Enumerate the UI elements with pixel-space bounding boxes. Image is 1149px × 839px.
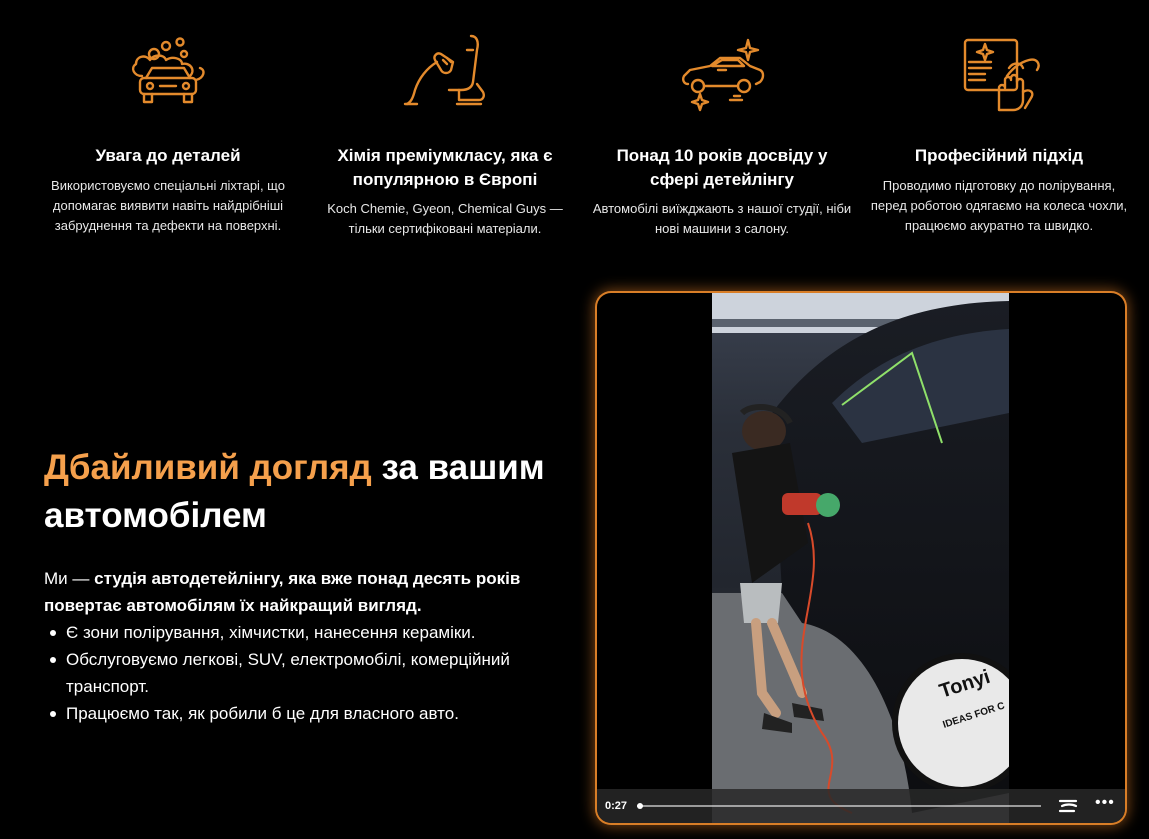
sparkling-car-icon	[674, 28, 770, 120]
feature-text: Koch Chemie, Gyeon, Chemical Guys — тільки сертифіковані матеріали.	[327, 201, 563, 236]
video-controls	[597, 789, 1125, 823]
tire-slogan-text: IDEAS FOR C	[941, 700, 1007, 731]
video-still-image	[712, 293, 1009, 823]
video-progress-bar[interactable]	[637, 805, 1041, 807]
about-heading-accent: Дбайливий догляд	[44, 448, 372, 487]
list-item: Працюємо так, як робили б це для власного авто.	[44, 700, 574, 727]
hand-polish-icon	[951, 28, 1047, 120]
about-heading	[44, 444, 574, 540]
vacuum-seat-icon	[397, 28, 493, 120]
car-wash-foam-icon	[120, 28, 216, 120]
list-item: Обслуговуємо легкові, SUV, електромобілі, комерційний транспорт.	[44, 646, 574, 700]
about-intro-bold: студія автодетейлінгу, яка вже понад десять років повертає автомобілям їх найкращий вигляд.	[44, 569, 521, 615]
tire-brand-text: Tonyi	[936, 665, 993, 703]
video-player[interactable]	[597, 293, 1125, 823]
feature-text: Використовуємо спеціальні ліхтарі, що допомагає виявити навіть найдрібніші забруднення та дефекти на поверхні.	[51, 178, 285, 233]
feature-title: Хімія преміумкласу, яка є популярною в Європі	[337, 146, 553, 189]
features-section	[0, 0, 1149, 280]
about-heading-rest: за вашим автомобілем	[44, 448, 545, 535]
about-intro-plain: Ми —	[44, 569, 95, 588]
feature-text: Проводимо підготовку до полірування, перед роботою одягаємо на колеса чохли, працюємо акуратно та швидко.	[870, 178, 1128, 233]
video-progress-knob[interactable]	[637, 803, 643, 809]
feature-title: Понад 10 років досвіду у сфері детейлінгу	[616, 146, 828, 189]
video-time: 0:27	[605, 800, 628, 812]
about-bullets	[44, 619, 574, 727]
feature-text: Автомобілі виїжджають з нашої студії, ніби нові машини з салону.	[592, 201, 852, 236]
about-section	[44, 444, 574, 727]
more-options-icon[interactable]: •••	[1095, 794, 1115, 811]
about-intro	[44, 565, 574, 619]
video-frame[interactable]	[712, 293, 1009, 823]
feature-title: Професійний підхід	[914, 146, 1084, 165]
list-item: Є зони полірування, хімчистки, нанесення кераміки.	[44, 619, 574, 646]
feature-title: Увага до деталей	[95, 146, 241, 165]
vimeo-logo-icon[interactable]	[1057, 797, 1079, 815]
